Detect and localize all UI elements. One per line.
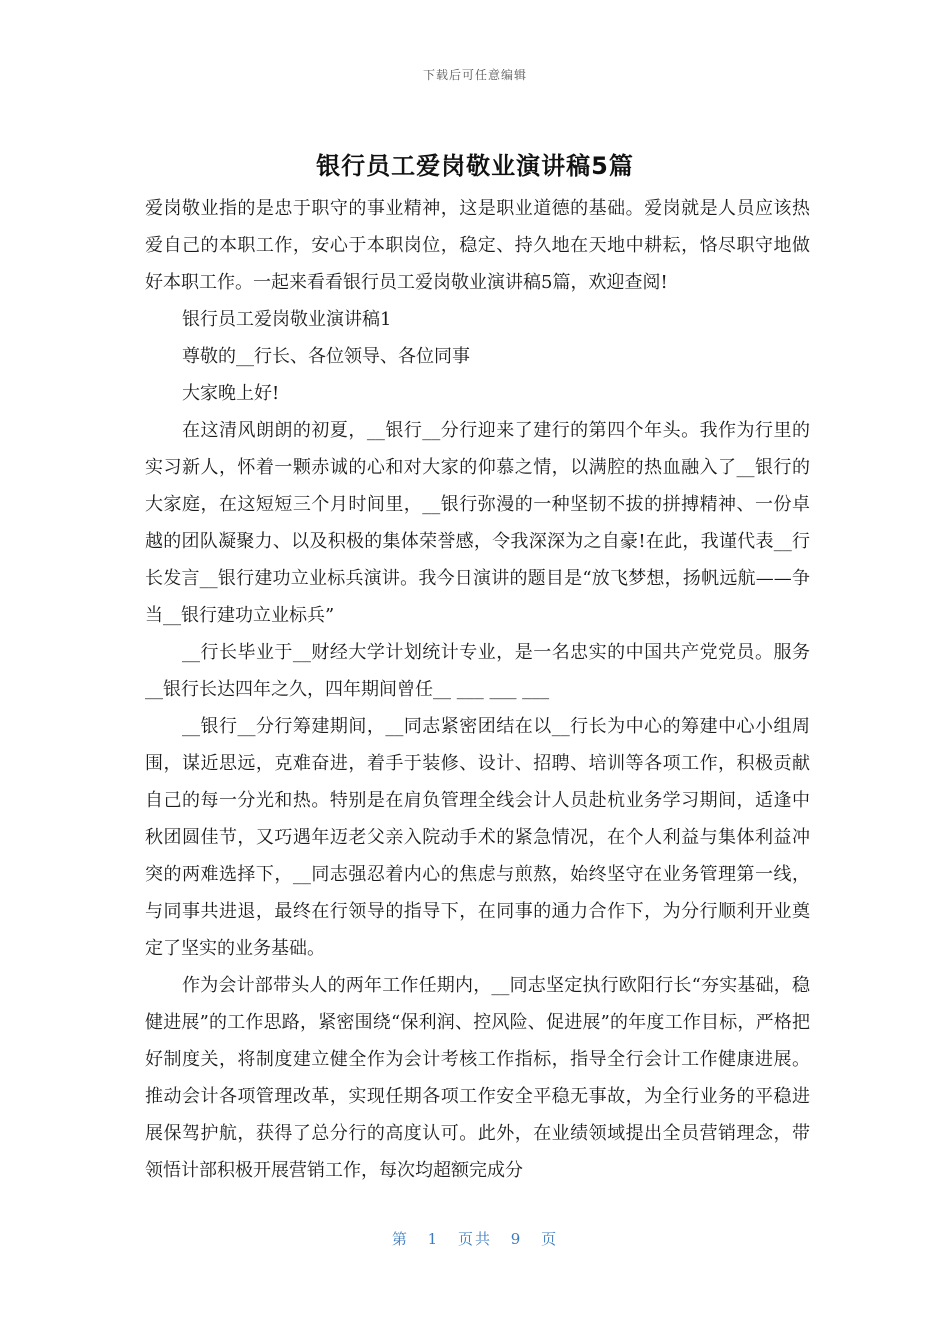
paragraph-preparation: __银行__分行筹建期间，__同志紧密团结在以__行长为中心的筹建中心小组周围，谋近思远，克难奋进，着手于装修、设计、招聘、培训等各项工作，积极贡献自己的每一分光和热。特别是在肩负管理全线会计人员赴杭业务学习期间，适逢中秋团圆佳节，又巧遇年迈老父亲入院动手术的紧急情况，在个人利益与集体利益冲突的两难选择下，__同志强忍着内心的焦虑与煎熬，始终坚守在业务管理第一线，与同事共进退，最终在行领导的指导下，在同事的通力合作下，为分行顺利开业奠定了坚实的业务基础。 [145, 716, 810, 959]
document-body [145, 190, 810, 1189]
header-note: 下载后可任意编辑 [422, 68, 527, 82]
paragraph-accounting: 作为会计部带头人的两年工作任期内，__同志坚定执行欧阳行长“夯实基础，稳健进展”的工作思路，紧密围绕“保利润、控风险、促进展”的年度工作目标，严格把好制度关，将制度建立健全作为会计考核工作指标，指导全行会计工作健康进展。推动会计各项管理改革，实现任期各项工作安全平稳无事故，为全行业务的平稳进展保驾护航，获得了总分行的高度认可。此外，在业绩领域提出全员营销理念，带领悟计部积极开展营销工作，每次均超额完成分 [145, 975, 810, 1181]
paragraph-greeting: 大家晚上好! [182, 383, 280, 404]
paragraph-intro: 爱岗敬业指的是忠于职守的事业精神，这是职业道德的基础。爱岗就是人员应该热爱自己的本职工作，安心于本职岗位，稳定、持久地在天地中耕耘，恪尽职守地做好本职工作。一起来看看银行员工爱岗敬业演讲稿5篇，欢迎查阅! [145, 198, 810, 293]
paragraph-subtitle: 银行员工爱岗敬业演讲稿1 [182, 309, 392, 330]
paragraph-opening: 在这清风朗朗的初夏，__银行__分行迎来了建行的第四个年头。我作为行里的实习新人，怀着一颗赤诚的心和对大家的仰慕之情，以满腔的热血融入了__银行的大家庭，在这短短三个月时间里，__银行弥漫的一种坚韧不拔的拼搏精神、一份卓越的团队凝聚力、以及积极的集体荣誉感，令我深深为之自豪!在此，我谨代表__行长发言__银行建功立业标兵演讲。我今日演讲的题目是“放飞梦想，扬帆远航——争当__银行建功立业标兵” [145, 420, 810, 626]
paragraph-background: __行长毕业于__财经大学计划统计专业，是一名忠实的中国共产党党员。服务__银行长达四年之久，四年期间曾任__ ___ ___ ___ [145, 642, 810, 700]
document-title: 银行员工爱岗敬业演讲稿5篇 [316, 152, 634, 180]
page-footer: 第 1 页共 9 页 [391, 1230, 559, 1248]
paragraph-salutation: 尊敬的__行长、各位领导、各位同事 [182, 346, 470, 367]
